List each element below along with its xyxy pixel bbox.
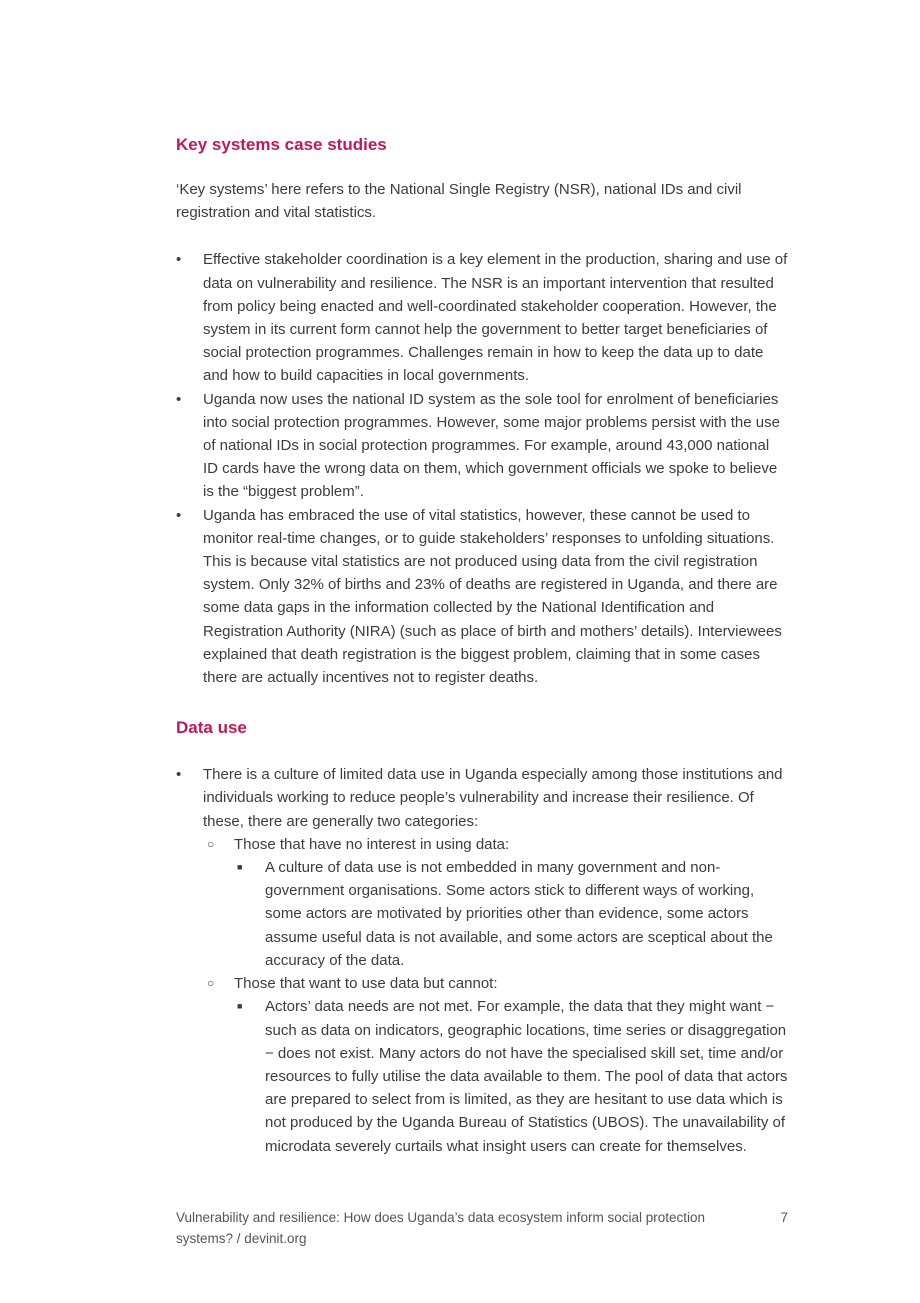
key-systems-bullet-list <box>176 248 788 689</box>
bullet-text: Uganda has embraced the use of vital statistics, however, these cannot be used to monitor real-time changes, or to guide stakeholders’ responses to unfolding situations. This is because vital statistics are not produced using data from the civil registration system. Only 32% of births and 23% of deaths are registered in Uganda, and there are some data gaps in the information collected by the National Identification and Registration Authority (NIRA) (such as place of birth and mothers’ details). Interviewees explained that death registration is the biggest problem, claiming that in some cases there are actually incentives not to register deaths. <box>203 506 782 687</box>
list-item <box>176 248 788 387</box>
bullet-text: There is a culture of limited data use in Uganda especially among those institutions and individuals working to reduce people’s vulnerability and increase their resilience. Of these, there are generally two categories: <box>203 766 783 830</box>
circle-bullet-marker: ○ <box>207 836 215 851</box>
data-use-bullet-list <box>176 763 788 1157</box>
category-detail-item <box>234 995 788 1157</box>
square-bullet-marker: ■ <box>237 1001 243 1012</box>
intro-paragraph: ‘Key systems’ here refers to the National Single Registry (NSR), national IDs and civil registration and vital statistics. <box>176 181 742 222</box>
bullet-text: Effective stakeholder coordination is a key element in the production, sharing and use of data on vulnerability and resilience. The NSR is an important intervention that resulted from policy being enacted and well-coordinated stakeholder cooperation. However, the system in its current form cannot help the government to better target beneficiaries of social protection programmes. Challenges remain in how to keep the data up to date and how to build capacities in local governments. <box>203 251 788 385</box>
category-detail-list <box>234 995 788 1157</box>
category-item <box>203 833 788 972</box>
category-label: Those that want to use data but cannot: <box>234 975 498 993</box>
category-detail-list <box>234 856 788 972</box>
page-footer <box>176 1207 788 1249</box>
bullet-marker: • <box>176 251 182 269</box>
circle-bullet-marker: ○ <box>207 976 215 991</box>
category-detail-item <box>234 856 788 972</box>
page-content <box>176 132 788 1158</box>
square-bullet-marker: ■ <box>237 862 243 873</box>
section-heading-key-systems: Key systems case studies <box>176 135 387 154</box>
category-detail-text: A culture of data use is not embedded in many government and non-government organisations. Some actors stick to different ways of working, some actors are motivated by priorities other than evidence, some actors assume useful data is not available, and some actors are sceptical about the accuracy of the data. <box>265 859 773 969</box>
list-item <box>176 763 788 1157</box>
list-item <box>176 504 788 690</box>
bullet-marker: • <box>176 390 182 408</box>
list-item <box>176 388 788 504</box>
bullet-marker: • <box>176 766 182 784</box>
section-heading-data-use: Data use <box>176 718 247 738</box>
category-detail-text: Actors’ data needs are not met. For example, the data that they might want − such as data on indicators, geographic locations, time series or disaggregation − does not exist. Many actors do not have the specialised skill set, time and/or resources to fully utilise the data available to them. The pool of data that actors are prepared to select from is limited, as they are hesitant to use data which is not produced by the Uganda Bureau of Statistics (UBOS). The unavailability of microdata severely curtails what insight users can create for themselves. <box>265 998 788 1155</box>
category-list <box>203 833 788 1158</box>
category-label: Those that have no interest in using data: <box>234 835 510 853</box>
bullet-marker: • <box>176 506 182 524</box>
category-item <box>203 972 788 1158</box>
footer-citation: Vulnerability and resilience: How does Uganda’s data ecosystem inform social protection systems? / devinit.org <box>176 1210 706 1246</box>
page-number: 7 <box>780 1210 788 1225</box>
bullet-text: Uganda now uses the national ID system as the sole tool for enrolment of beneficiaries into social protection programmes. However, some major problems persist with the use of national IDs in social protection programmes. For example, around 43,000 national ID cards have the wrong data on them, which government officials we spoke to believe is the “biggest problem”. <box>203 390 780 501</box>
